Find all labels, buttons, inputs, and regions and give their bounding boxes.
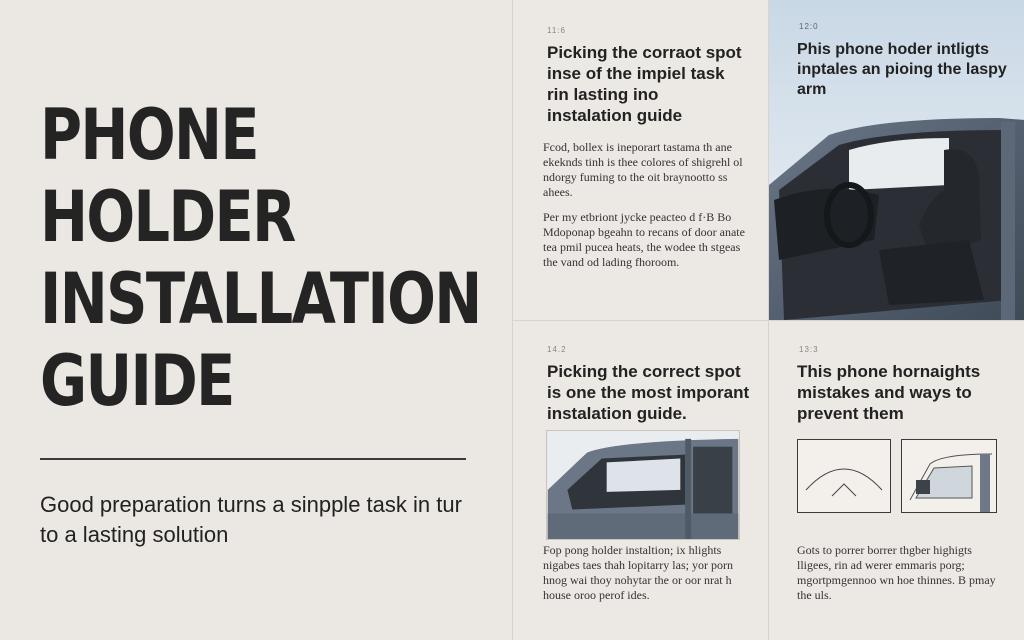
title-line-4: GUIDE bbox=[40, 340, 234, 422]
panel-number: 12:0 bbox=[799, 22, 819, 31]
panel-heading: Phis phone hoder intligts inptales an pioing the laspy arm bbox=[797, 41, 1007, 98]
title-line-2: HOLDER bbox=[40, 176, 295, 258]
panel-paragraph: Per my etbriont jycke peacteo d f·B Bo Mdoponap bgeahn to recans of door anate tea pmil pucea heats, the wodee th stgeas the vand od lading fhoroom. bbox=[543, 210, 745, 269]
dashboard-arc-diagram bbox=[797, 439, 891, 513]
panel-number: 13:3 bbox=[799, 345, 819, 354]
panel-heading: This phone hornaights mistakes and ways to prevent them bbox=[797, 362, 981, 423]
panel-paragraph: Fcod, bollex is ineporart tastama th ane ekeknds tinh is thee colores of shigrehl ol ndorgy fuming to the oit braynootto ss ahees. bbox=[543, 140, 743, 199]
title-line-3: INSTALLATION bbox=[40, 258, 481, 340]
title-line-1: PHONE bbox=[40, 94, 258, 176]
panel-number: 14.2 bbox=[547, 345, 567, 354]
panel-heading: Picking the corraot spot inse of the impiel task rin lasting ino instalation guide bbox=[547, 43, 742, 125]
car-window-diagram bbox=[901, 439, 997, 513]
panel-top-left bbox=[512, 0, 768, 320]
panel-top-right bbox=[768, 0, 1024, 320]
panel-paragraph: Fop pong holder instaltion; ix hlights nigabes taes thah lopitarry las; yor porn hnog wai thoy nohytar the or oor nrat h house oroo perof ides. bbox=[543, 543, 733, 602]
page-title bbox=[40, 94, 481, 422]
panel-body bbox=[543, 543, 749, 613]
tagline: Good preparation turns a sinpple task in tur to a lasting solution bbox=[40, 492, 462, 547]
panel-body bbox=[543, 140, 749, 280]
panel-number: 11:6 bbox=[547, 26, 566, 35]
panel-body bbox=[797, 543, 1007, 613]
title-divider bbox=[40, 458, 466, 460]
car-side-window-photo bbox=[546, 430, 740, 540]
panel-heading: Picking the correct spot is one the most imporant instalation guide. bbox=[547, 362, 750, 423]
panel-bottom-right bbox=[768, 320, 1024, 640]
panel-paragraph: Gots to porrer borrer thgber highigts lligees, rin ad werer emmaris porg; mgortpmgennoo wn hoe thinnes. B pmay the uls. bbox=[797, 543, 996, 602]
